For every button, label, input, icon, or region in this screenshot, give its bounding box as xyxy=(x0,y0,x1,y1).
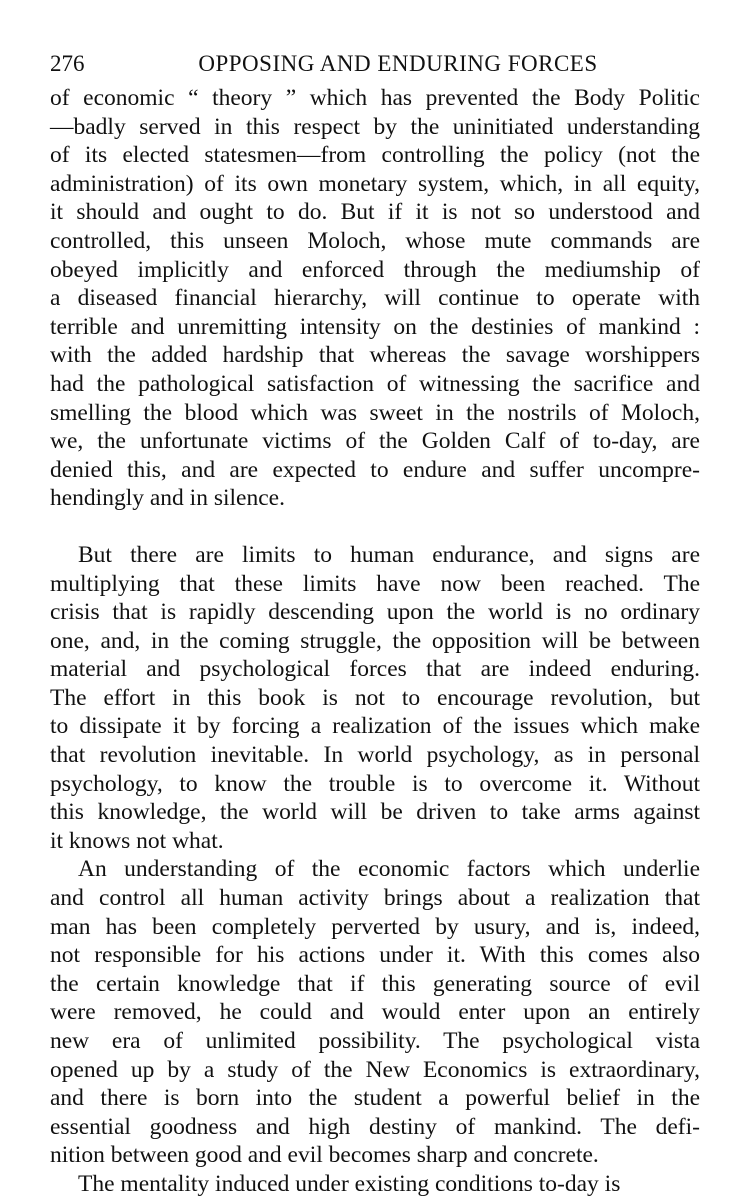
text-line: —badly served in this respect by the uninitiated understanding xyxy=(50,113,700,140)
paragraph-gap xyxy=(50,513,700,541)
text-line: An understanding of the economic factors which underlie xyxy=(78,856,700,883)
paragraph xyxy=(50,855,700,1170)
text-line: opened up by a study of the New Economics is extraordinary, xyxy=(50,1056,700,1083)
text-line: one, and, in the coming struggle, the opposition will be between xyxy=(50,627,700,654)
text-line: and there is born into the student a powerful belief in the xyxy=(50,1085,700,1112)
text-line: smelling the blood which was sweet in the nostrils of Moloch, xyxy=(50,399,700,426)
paragraph xyxy=(50,541,700,856)
paragraph xyxy=(50,1170,700,1199)
text-line: of its elected statesmen—from controlling the policy (not the xyxy=(50,142,700,169)
text-line: hendingly and in silence. xyxy=(50,485,285,512)
text-line: multiplying that these limits have now been reached. The xyxy=(50,570,700,597)
text-line: not responsible for his actions under it. With this comes also xyxy=(50,942,700,969)
text-line: But there are limits to human endurance, and signs are xyxy=(78,541,700,568)
text-line: controlled, this unseen Moloch, whose mute commands are xyxy=(50,227,700,254)
paragraph xyxy=(50,84,700,513)
book-page xyxy=(50,50,700,1199)
text-line: material and psychological forces that are indeed enduring. xyxy=(50,656,700,683)
text-line: a diseased financial hierarchy, will continue to operate with xyxy=(50,285,700,312)
text-line: new era of unlimited possibility. The psychological vista xyxy=(50,1028,700,1054)
text-line: essential goodness and high destiny of mankind. The defi- xyxy=(50,1113,700,1140)
text-line: administration) of its own monetary system, which, in all equity, xyxy=(50,170,700,197)
text-line: with the added hardship that whereas the savage worshippers xyxy=(50,342,700,369)
text-line: crisis that is rapidly descending upon the world is no ordinary xyxy=(50,599,700,626)
text-line: that revolution inevitable. In world psychology, as in personal xyxy=(50,742,700,769)
text-line: it should and ought to do. But if it is not so understood and xyxy=(50,199,700,226)
text-line: it knows not what. xyxy=(50,827,224,854)
text-line: terrible and unremitting intensity on the destinies of mankind : xyxy=(50,313,700,340)
text-line: and control all human activity brings about a realization that xyxy=(50,885,700,912)
running-title: OPPOSING AND ENDURING FORCES xyxy=(198,51,598,76)
text-line: had the pathological satisfaction of witnessing the sacrifice and xyxy=(50,370,700,397)
text-line: of economic “ theory ” which has prevented the Body Politic xyxy=(50,85,700,111)
text-line: the certain knowledge that if this generating source of evil xyxy=(50,970,700,997)
text-line: psychology, to know the trouble is to overcome it. Without xyxy=(50,770,700,797)
text-line: nition between good and evil becomes sharp and concrete. xyxy=(50,1142,599,1169)
text-line: The mentality induced under existing conditions to-day is xyxy=(78,1170,621,1197)
page-number: 276 xyxy=(50,51,85,76)
text-line: we, the unfortunate victims of the Golden Calf of to-day, are xyxy=(50,428,700,455)
text-line: were removed, he could and would enter upon an entirely xyxy=(50,999,700,1026)
text-line: The effort in this book is not to encourage revolution, but xyxy=(50,684,700,711)
text-line: to dissipate it by forcing a realization of the issues which make xyxy=(50,713,700,740)
text-line: obeyed implicitly and enforced through the mediumship of xyxy=(50,256,700,283)
body-text xyxy=(50,84,700,1199)
page-header xyxy=(50,50,700,84)
text-line: denied this, and are expected to endure and suffer uncompre- xyxy=(50,456,700,483)
text-line: man has been completely perverted by usury, and is, indeed, xyxy=(50,913,700,940)
text-line: this knowledge, the world will be driven to take arms against xyxy=(50,799,700,826)
